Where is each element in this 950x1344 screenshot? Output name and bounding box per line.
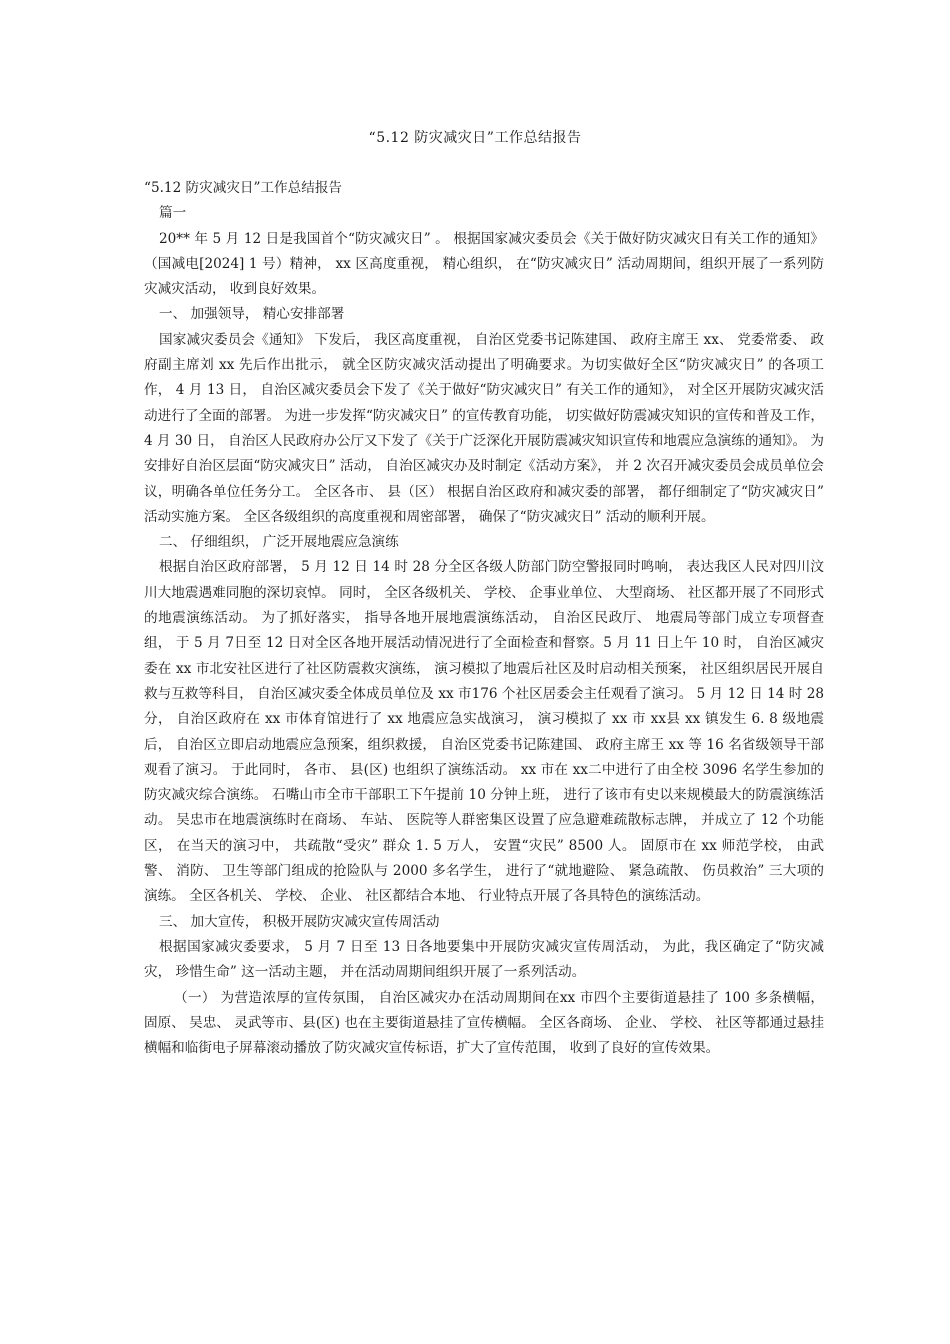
section-paragraph-3: 根据国家减灾委要求， 5 月 7 日至 13 日各地要集中开展防灾减灾宣传周活动， 为此，我区确定了“防灾减灾， 珍惜生命” 这一活动主题， 并在活动周期间组织开展了一系列活动。 xyxy=(144,938,824,981)
section-3-item-1: （一） 为营造浓厚的宣传氛围， 自治区减灾办在活动周期间在xx 市四个主要街道悬挂了 100 多条横幅， 固原、 吴忠、 灵武等市、县(区) 也在主要街道悬挂了宣传横幅。 全区各商场、 企业、 学校、 社区等都通过悬挂横幅和临街电子屏幕滚动播放了防灾减灾宣传标语，扩大了宣传范围， 收到了良好的宣传效果。 xyxy=(144,989,824,1057)
intro-paragraph: 20** 年 5 月 12 日是我国首个“防灾减灾日” 。 根据国家减灾委员会《关于做好防灾减灾日有关工作的通知》（国减电[2024] 1 号）精神， xx 区高度重视， 精心组织， 在“防灾减灾日” 活动周期间，组织开展了一系列防灾减灾活动， 收到良好效果。 xyxy=(144,230,824,298)
section-heading-3: 三、 加大宣传， 积极开展防灾减灾宣传周活动 xyxy=(159,913,440,930)
section-paragraph-2: 根据自治区政府部署， 5 月 12 日 14 时 28 分全区各级人防部门防空警报同时鸣响， 表达我区人民对四川汶川大地震遇难同胞的深切哀悼。 同时， 全区各级机关、 学校、 企事业单位、 大型商场、 社区都开展了不同形式的地震演练活动。 为了抓好落实， 指导各地开展地震演练活动， 自治区民政厅、 地震局等部门成立专项督查组， 于 5 月 7日至 12 日对全区各地开展活动情况进行了全面检查和督察。5 月 11 日上午 10 时， 自治区减灾委在 xx 市北安社区进行了社区防震救灾演练， 演习模拟了地震后社区及时启动相关预案， 社区组织居民开展自救与互救等科目， 自治区减灾委全体成员单位及 xx 市176 个社区居委会主任观看了演习。 5 月 12 日 14 时 28 分， 自治区政府在 xx 市体育馆进行了 xx 地震应急实战演习， 演习模拟了 xx 市 xx县 xx 镇发生 6. 8 级地震后， 自治区立即启动地震应急预案，组织救援， 自治区党委书记陈建国、 政府主席王 xx 等 16 名省级领导干部观看了演习。 于此同时， 各市、 县(区) 也组织了演练活动。 xx 市在 xx二中进行了由全校 3096 名学生参加的防灾减灾综合演练。 石嘴山市全市干部职工下午提前 10 分钟上班， 进行了该市有史以来规模最大的防震演练活动。 吴忠市在地震演练时在商场、 车站、 医院等人群密集区设置了应急避难疏散标志牌， 并成立了 12 个功能区， 在当天的演习中， 共疏散“受灾” 群众 1. 5 万人， 安置“灾民” 8500 人。 固原市在 xx 师范学校， 由武警、 消防、 卫生等部门组成的抢险队与 2000 多名学生， 进行了“就地避险、 紧急疏散、 伤员救治” 三大项的演练。 全区各机关、 学校、 企业、 社区都结合本地、 行业特点开展了各具特色的演练活动。 xyxy=(144,559,824,905)
page-title: “5.12 防灾减灾日”工作总结报告 xyxy=(368,130,582,146)
section-heading-1: 一、 加强领导， 精心安排部署 xyxy=(159,306,345,323)
document-body xyxy=(144,176,824,1061)
section-heading-2: 二、 仔细组织， 广泛开展地震应急演练 xyxy=(159,534,399,551)
part-label: 篇一 xyxy=(159,205,187,222)
document-subtitle: “5.12 防灾减灾日”工作总结报告 xyxy=(144,180,343,196)
section-paragraph-1: 国家减灾委员会《通知》 下发后， 我区高度重视， 自治区党委书记陈建国、 政府主席王 xx、 党委常委、 政府副主席刘 xx 先后作出批示， 就全区防灾减灾活动提出了明确要求。为切实做好全区“防灾减灾日” 的各项工作， 4 月 13 日， 自治区减灾委员会下发了《关于做好“防灾减灾日” 有关工作的通知》， 对全区开展防灾减灾活动进行了全面的部署。 为进一步发挥“防灾减灾日” 的宣传教育功能， 切实做好防震减灾知识的宣传和普及工作， 4 月 30 日， 自治区人民政府办公厅又下发了《关于广泛深化开展防震减灾知识宣传和地震应急演练的通知》。 为安排好自治区层面“防灾减灾日” 活动， 自治区减灾办及时制定《活动方案》， 并 2 次召开减灾委员会成员单位会议，明确各单位任务分工。 全区各市、 县（区） 根据自治区政府和减灾委的部署， 都仔细制定了“防灾减灾日” 活动实施方案。 全区各级组织的高度重视和周密部署， 确保了“防灾减灾日” 活动的顺利开展。 xyxy=(144,331,824,525)
